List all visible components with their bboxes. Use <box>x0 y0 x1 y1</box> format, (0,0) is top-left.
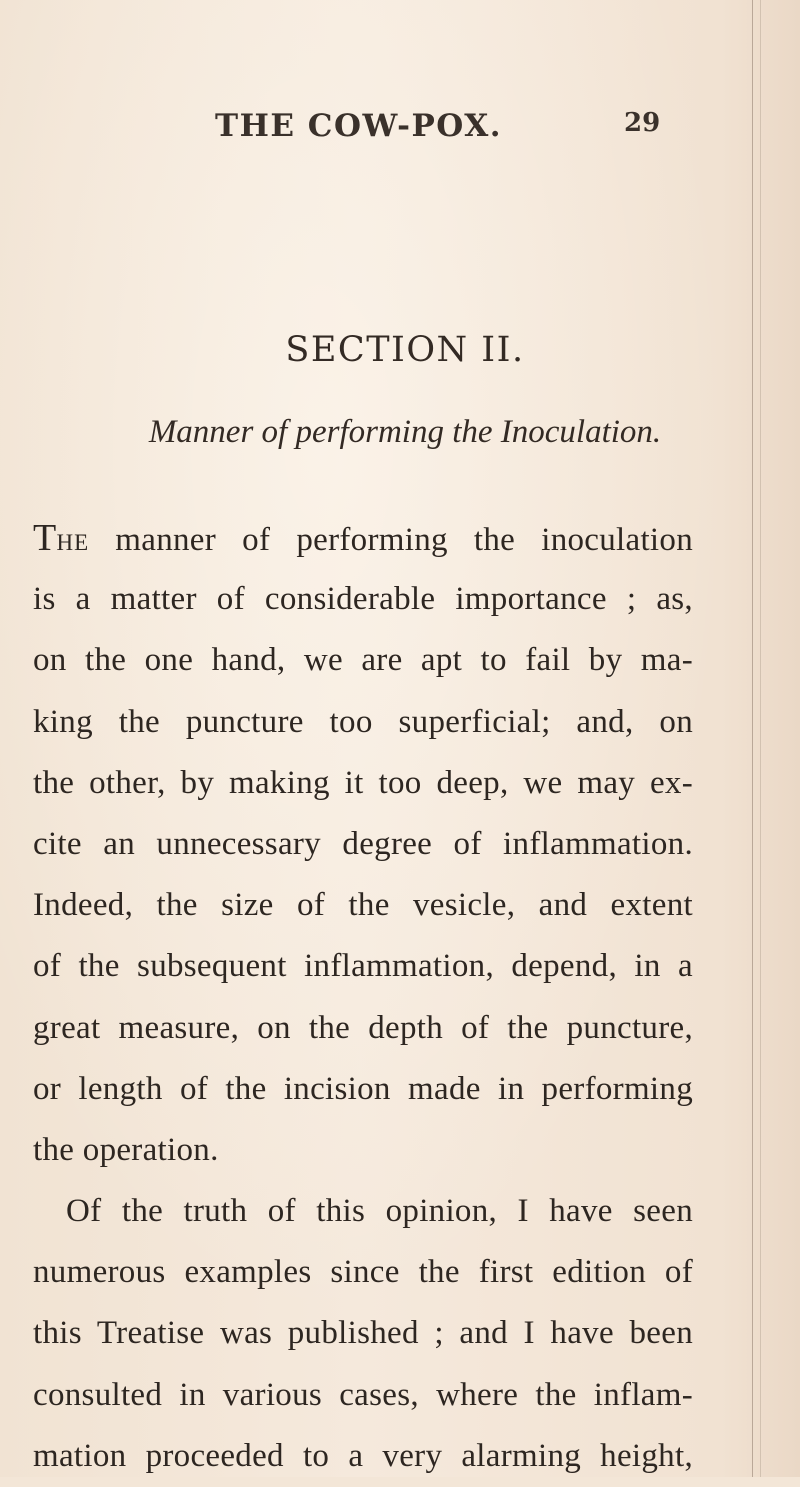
body-text <box>33 508 693 1487</box>
running-head <box>0 108 800 148</box>
text-line-paragraph-end: the operation. <box>33 1131 219 1168</box>
text-line: great measure, on the depth of the puncture, <box>33 1009 693 1046</box>
initial-word-rest: he <box>56 522 90 558</box>
initial-letter: T <box>33 517 57 559</box>
page-edge-shadow <box>760 0 761 1477</box>
text-line: this Treatise was published ; and I have been <box>33 1315 693 1352</box>
text-line: cite an unnecessary degree of inflammation. <box>33 825 693 862</box>
text-line: Indeed, the size of the vesicle, and extent <box>33 887 693 924</box>
text-line-1 <box>33 508 693 569</box>
text-line: consulted in various cases, where the inflam- <box>33 1376 693 1413</box>
text-line: numerous examples since the first edition of <box>33 1254 693 1291</box>
text-line: is a matter of considerable importance ; as, <box>33 581 693 618</box>
text-line: the other, by making it too deep, we may ex- <box>33 764 693 801</box>
text-line-1-rest: manner of performing the inoculation <box>89 522 693 558</box>
text-line: king the puncture too superficial; and, on <box>33 703 693 740</box>
text-line-paragraph-start: Of the truth of this opinion, I have seen <box>66 1193 693 1230</box>
text-line: mation proceeded to a very alarming height, <box>33 1437 693 1474</box>
text-line: or length of the incision made in performing <box>33 1070 693 1107</box>
section-subtitle: Manner of performing the Inoculation. <box>148 414 662 450</box>
text-line: on the one hand, we are apt to fail by ma- <box>33 642 693 679</box>
page-edge-line <box>752 0 753 1477</box>
running-title: THE COW-POX. <box>215 108 503 144</box>
text-line: of the subsequent inflammation, depend, in a <box>33 948 693 985</box>
section-heading: SECTION II. <box>285 330 525 370</box>
page-number: 29 <box>624 108 661 138</box>
